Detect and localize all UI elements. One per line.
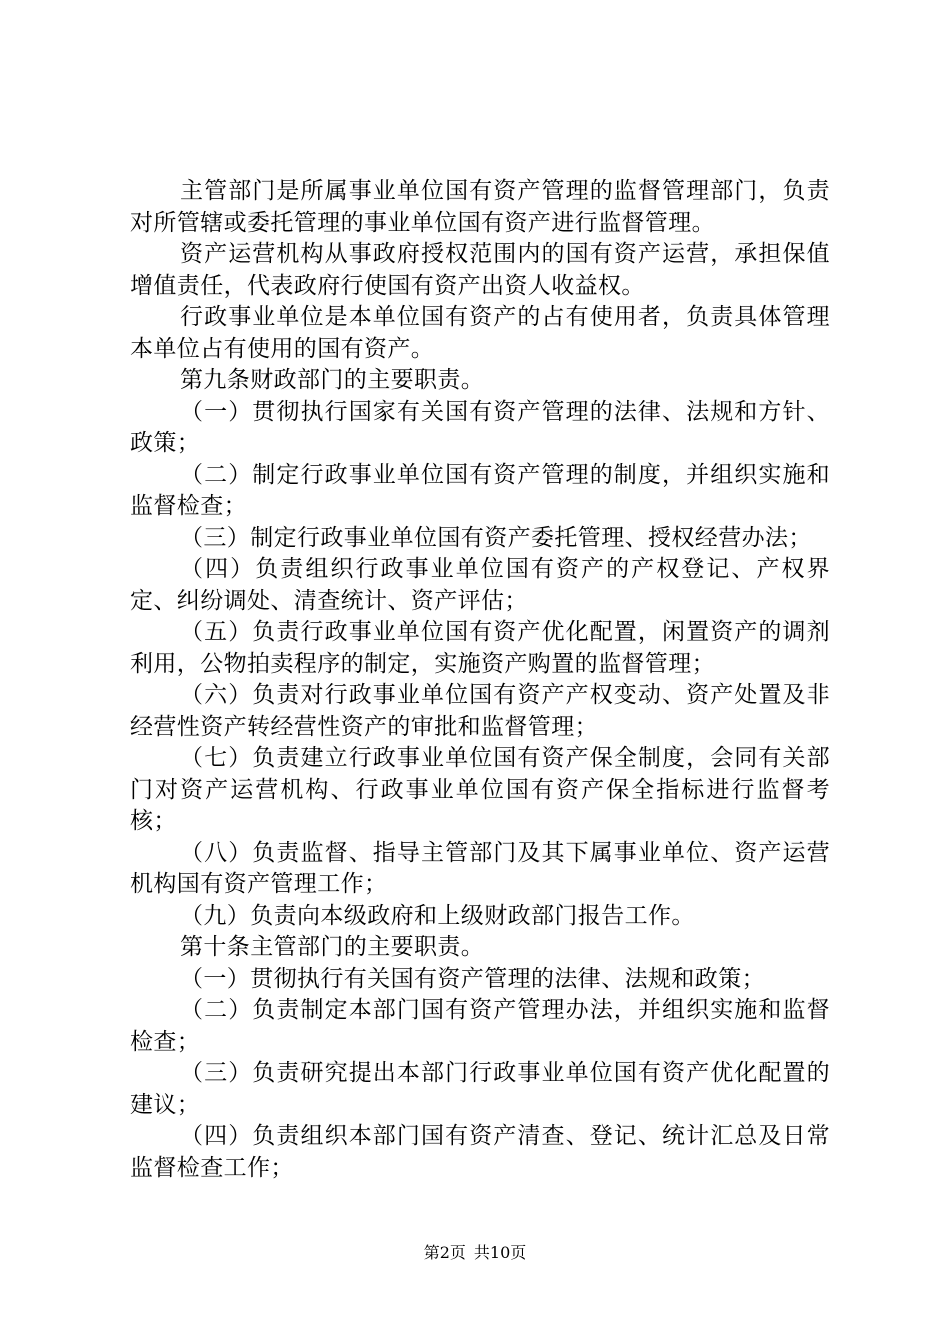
article-9-item-5: （五）负责行政事业单位国有资产优化配置，闲置资产的调剂利用，公物拍卖程序的制定，实施资产购置的监督管理； bbox=[130, 619, 830, 677]
page-number: 第2页 bbox=[423, 1243, 466, 1262]
article-10-item-3: （三）负责研究提出本部门行政事业单位国有资产优化配置的建议； bbox=[130, 1060, 830, 1118]
article-9-item-4: （四）负责组织行政事业单位国有资产的产权登记、产权界定、纠纷调处、清查统计、资产评估； bbox=[130, 556, 830, 614]
page-footer bbox=[0, 1243, 950, 1263]
article-9-item-6: （六）负责对行政事业单位国有资产产权变动、资产处置及非经营性资产转经营性资产的审批和监督管理； bbox=[130, 682, 830, 740]
article-9-item-9: （九）负责向本级政府和上级财政部门报告工作。 bbox=[180, 902, 695, 929]
article-9-heading: 第九条财政部门的主要职责。 bbox=[180, 367, 485, 393]
paragraph-asset-operator: 资产运营机构从事政府授权范围内的国有资产运营，承担保值增值责任，代表政府行使国有资产出资人收益权。 bbox=[130, 241, 830, 299]
article-10-item-4: （四）负责组织本部门国有资产清查、登记、统计汇总及日常监督检查工作； bbox=[130, 1123, 830, 1181]
article-9-item-3: （三）制定行政事业单位国有资产委托管理、授权经营办法； bbox=[180, 524, 812, 551]
article-9-item-8: （八）负责监督、指导主管部门及其下属事业单位、资产运营机构国有资产管理工作； bbox=[130, 839, 830, 897]
article-9-item-2: （二）制定行政事业单位国有资产管理的制度，并组织实施和监督检查； bbox=[130, 461, 830, 519]
article-10-item-1: （一）贯彻执行有关国有资产管理的法律、法规和政策； bbox=[180, 965, 765, 992]
page-total: 共10页 bbox=[473, 1243, 527, 1262]
article-9-item-7: （七）负责建立行政事业单位国有资产保全制度，会同有关部门对资产运营机构、行政事业单位国有资产保全指标进行监督考核； bbox=[130, 745, 830, 834]
article-10-item-2: （二）负责制定本部门国有资产管理办法，并组织实施和监督检查； bbox=[130, 997, 830, 1055]
article-10-heading: 第十条主管部门的主要职责。 bbox=[180, 934, 485, 960]
paragraph-admin-unit: 行政事业单位是本单位国有资产的占有使用者，负责具体管理本单位占有使用的国有资产。 bbox=[130, 304, 830, 362]
article-9-item-1: （一）贯彻执行国家有关国有资产管理的法律、法规和方针、政策； bbox=[130, 398, 830, 456]
paragraph-supervisor-dept: 主管部门是所属事业单位国有资产管理的监督管理部门，负责对所管辖或委托管理的事业单位国有资产进行监督管理。 bbox=[130, 178, 830, 236]
document-body bbox=[130, 176, 830, 1184]
